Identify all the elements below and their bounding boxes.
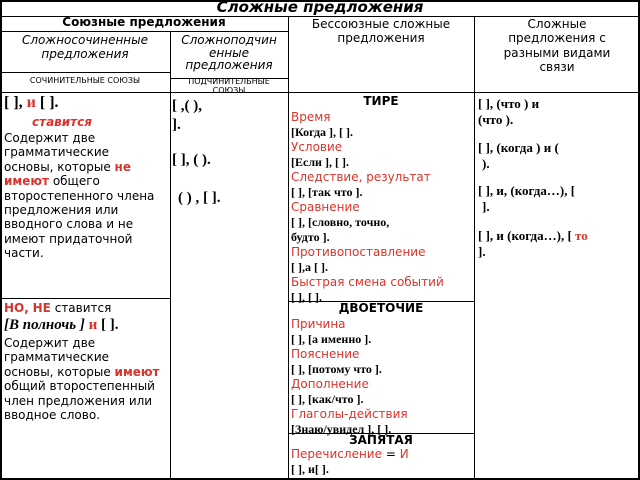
mixed-scheme-2 [478,140,559,173]
comma-heading: ЗАПЯТАЯ [349,433,413,447]
compound1-scheme-b: [ ]. [39,94,59,111]
dash-scheme-result: [ ], [так что ]. [291,185,363,199]
compound2-line3a: основы, которые [4,364,111,379]
coord-conj-header: СОЧИНИТЕЛЬНЫЕ СОЮЗЫ [29,76,141,85]
page-title: Сложные предложения [216,0,424,16]
dash-scheme-comparison-cont: будто ]. [291,230,330,244]
compound1-text [4,131,154,261]
colon-scheme-reason: [ ], [а именно ]. [291,332,372,346]
compound2-scheme-right: [ ]. [101,317,119,333]
colon-heading: ДВОЕТОЧИЕ [338,301,424,315]
complex-header-line1: Сложноподчин [181,33,277,47]
asyndetic-header-line1: Бессоюзные сложные [311,17,451,31]
colon-scheme-verbs: [Знаю/увидел ], [ ]. [291,422,392,436]
dash-label-contrast: Противопоставление [291,245,426,259]
mixed-scheme-2b: ). [482,156,490,172]
dash-scheme-condition: [Если ], [ ]. [291,155,349,169]
mixed-scheme-1 [478,96,539,129]
colon-label-verbs: Глаголы-действия [291,407,408,421]
compound2-ne: НЕ [32,301,51,315]
complex-scheme-2: [ ], ( ). [172,152,211,168]
mixed-header-line2: предложения с [508,31,606,46]
compound1-line3a: основы, которые [4,159,111,174]
compound2-line6: вводное слово. [4,407,101,422]
complex-scheme-1a: [ ,( ), [172,98,202,114]
compound1-line4b: общего [52,174,100,189]
colon-scheme-explanation: [ ], [потому что ]. [291,362,382,376]
compound1-line7: вводного слова и не [4,217,134,232]
compound-split-line [0,298,170,299]
compound2-line5: член предложения или [4,393,153,408]
divider-asyndetic-mixed [474,16,475,480]
compound1-scheme [4,94,59,112]
mixed-scheme-4a [478,228,588,244]
compound2-line1: Содержит две [4,336,96,350]
colon-list [291,317,408,437]
compound1-imeyut: имеют [4,174,49,189]
compound1-ne: не [114,159,131,174]
compound2-no: НО [4,301,25,315]
compound2-rule [4,302,111,316]
complex-header [170,34,288,72]
mixed-scheme-4-to: то [575,228,588,243]
compound2-scheme-and: и [88,317,98,333]
dash-scheme-comparison: [ ], [словно, точно, [291,215,390,229]
compound1-line4 [4,174,154,188]
union-header-divider [0,31,288,32]
dash-scheme-contrast: [ ],а [ ]. [291,260,328,274]
asyndetic-header-line2: предложения [337,31,425,46]
mixed-header-line1: Сложные [527,17,587,31]
dash-label-time: Время [291,110,331,124]
compound2-stavitsya: ставится [54,301,112,315]
divider-union-asyndetic [288,16,289,480]
divider-compound-complex [170,31,171,480]
compound1-line6: предложения или [4,202,119,217]
mixed-scheme-3 [478,183,575,216]
compound2-scheme-left: [В полночь ] [4,317,85,333]
compound2-comma: , [24,301,29,315]
dash-label-quick: Быстрая смена событий [291,275,444,289]
mixed-header-line3: разными видами [503,45,611,60]
compound1-line3 [4,160,154,174]
union-header: Союзные предложения [62,15,226,29]
mixed-scheme-3b: ]. [482,199,490,215]
mixed-header [474,17,640,75]
compound1-line5: второстепенного члена [4,188,155,203]
complex-scheme-3: ( ) , [ ]. [178,190,221,206]
complex-header-line2: енные [209,45,249,60]
mixed-scheme-3a: [ ], и, (когда…), [ [478,183,576,198]
dash-scheme-time: [Когда ], [ ]. [291,125,354,139]
dash-list [291,110,444,305]
compound2-line3 [4,365,160,379]
complex-scheme-1b: ]. [172,116,181,133]
complex-header-line3: предложения [185,58,273,73]
compound2-line4: общий второстепенный [4,379,155,394]
compound1-line1: Содержит две [4,131,96,145]
sub-conj-line2: СОЮЗЫ [212,85,246,95]
comma-scheme: [ ], и[ ]. [291,462,329,476]
compound1-line8: имеют придаточной [4,231,133,246]
complex-scheme-1 [172,97,202,135]
compound1-scheme-and: и [26,94,36,111]
dash-label-comparison: Сравнение [291,200,360,214]
sub-conj-header [170,78,288,96]
dash-heading: ТИРЕ [363,94,399,108]
conj-header-line-left [0,72,170,73]
colon-label-explanation: Пояснение [291,347,360,361]
compound1-stavitsya: ставится [32,115,92,129]
dash-scheme-quick: [ ], [ ]. [291,290,322,304]
sub-conj-line1: ПОДЧИНИТЕЛЬНЫЕ [188,77,270,86]
mixed-scheme-4b: ]. [478,244,486,260]
dash-label-result: Следствие, результат [291,170,431,184]
compound2-line2: грамматические [4,350,110,365]
compound2-scheme [4,317,119,334]
compound1-line9: части. [4,246,44,261]
asyndetic-header [288,17,474,46]
comma-eq: = [385,447,396,461]
compound-header-line2: предложения [41,46,129,61]
compound2-text [4,336,160,422]
compound2-imeyut: имеют [114,364,160,379]
compound1-scheme-a: [ ], [4,94,23,111]
comma-label-line [291,448,409,462]
header-bottom-line [0,92,640,93]
comma-and: И [399,447,409,461]
dash-label-condition: Условие [291,140,343,154]
colon-label-addition: Дополнение [291,377,369,391]
mixed-scheme-1a: [ ], (что ) и [478,96,540,111]
mixed-scheme-2a: [ ], (когда ) и ( [478,140,559,155]
comma-label: Перечисление [291,447,382,461]
colon-scheme-addition: [ ], [как/что ]. [291,392,364,406]
mixed-scheme-4-render [478,228,588,261]
compound-header-line1: Сложносочиненные [22,33,148,47]
compound1-line2: грамматические [4,145,110,160]
mixed-scheme-4-left: [ ], и (когда…), [ [478,228,572,243]
colon-label-reason: Причина [291,317,346,331]
compound-header [0,34,170,62]
mixed-scheme-1b: (что ). [478,112,514,128]
mixed-header-line4: связи [539,60,575,75]
